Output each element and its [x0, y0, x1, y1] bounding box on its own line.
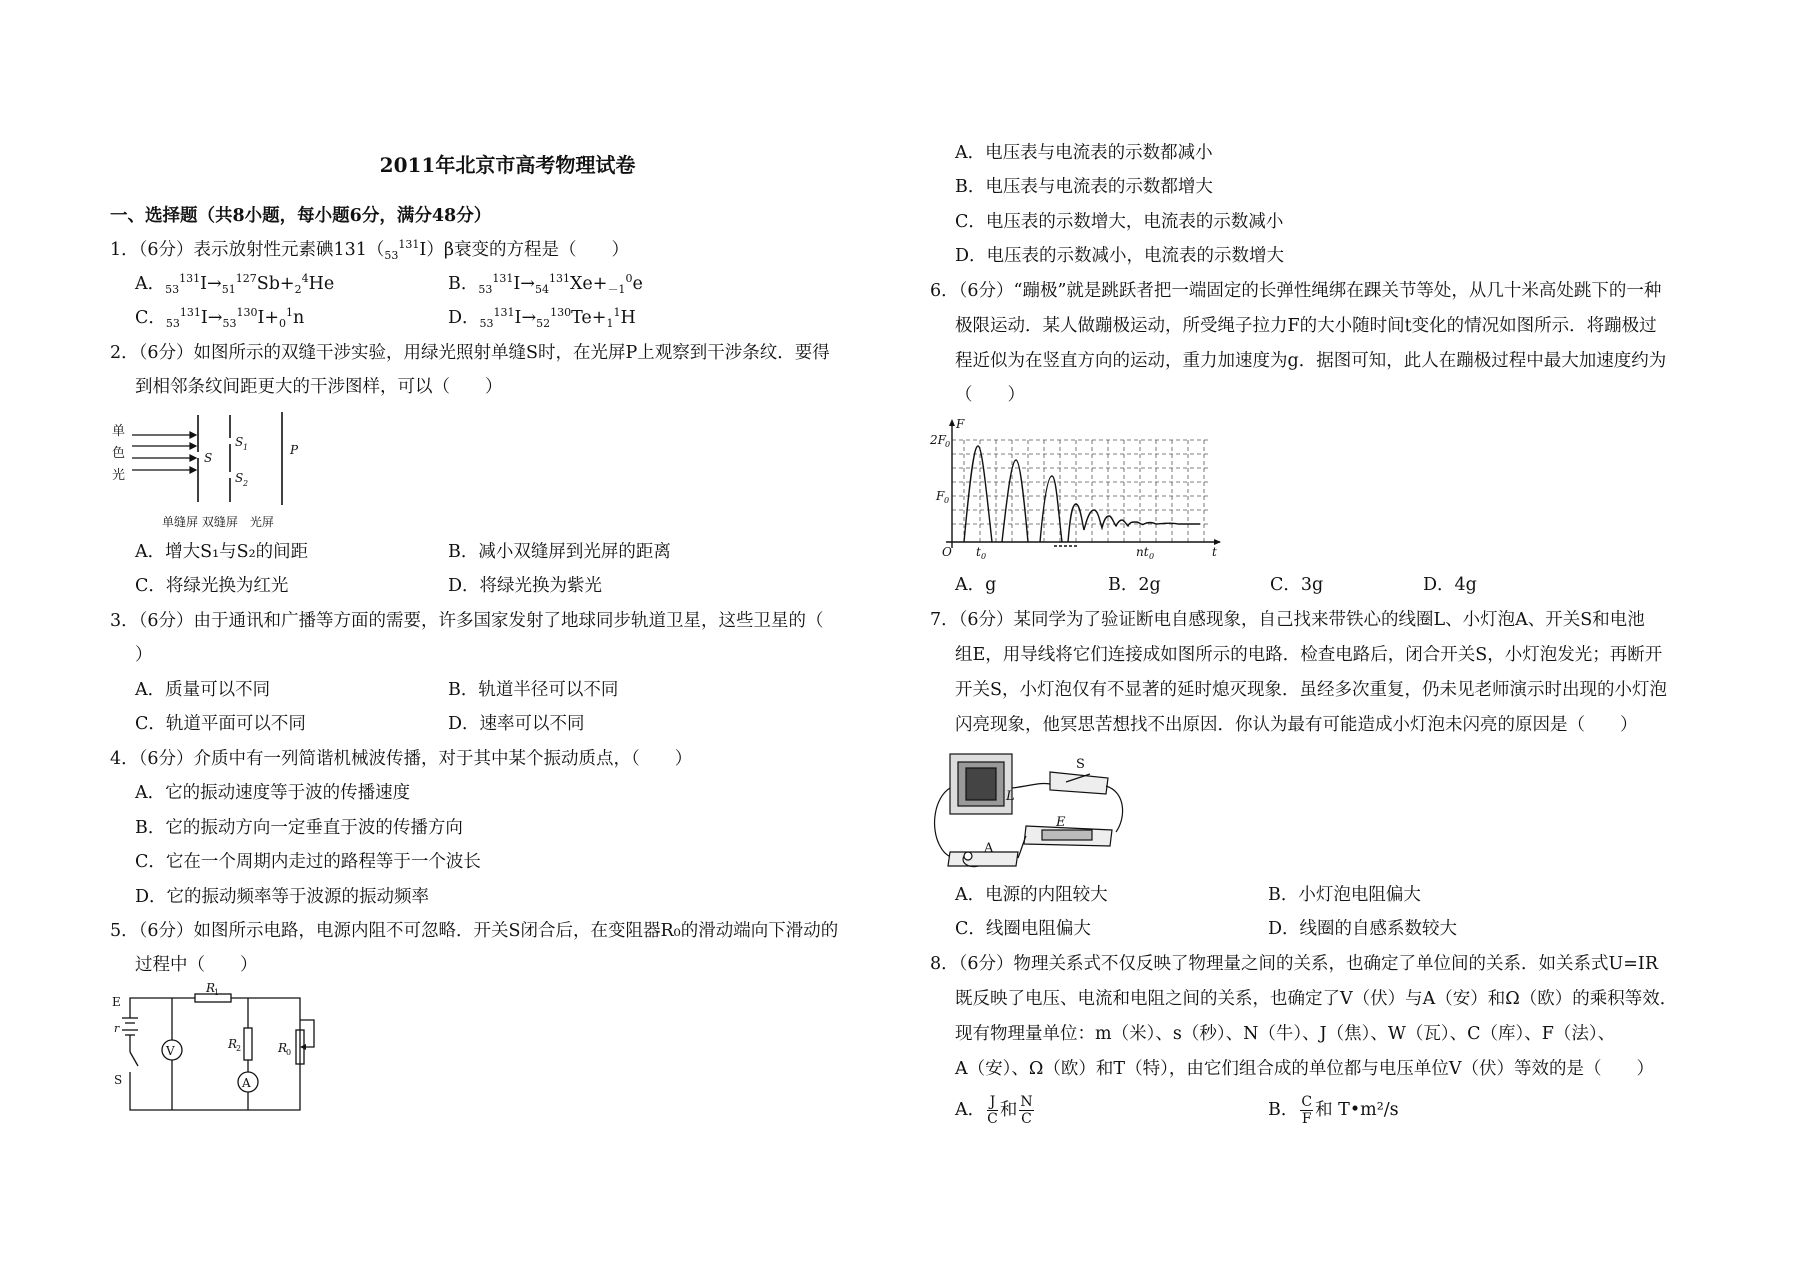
q5-fig-ammeter: A — [242, 1076, 251, 1090]
q4-option-d: D．它的振动频率等于波源的振动频率 — [135, 887, 430, 907]
q3-stem-line2: ） — [135, 645, 153, 665]
q6-option-d: D．4g — [1423, 575, 1477, 595]
q7-circuit-photo-figure — [930, 748, 1130, 873]
q8-stem-line3: 现有物理量单位：m（米）、s（秒）、N（牛）、J（焦）、W（瓦）、C（库）、F（法）、 — [955, 1024, 1616, 1044]
section-heading: 一、选择题（共8小题，每小题6分，满分48分） — [110, 206, 492, 226]
q7-fig-label-a: A — [984, 841, 994, 856]
q7-option-c: C．线圈电阻偏大 — [955, 919, 1091, 939]
q4-option-c: C．它在一个周期内走过的路程等于一个波长 — [135, 852, 481, 872]
q2-option-d: D．将绿光换为紫光 — [448, 576, 603, 596]
q5-fig-label-r2: R — [228, 1037, 238, 1051]
q2-stem-line2: 到相邻条纹间距更大的干涉图样，可以（ ） — [135, 377, 503, 397]
q6-fig-label-f0: F — [936, 489, 945, 503]
q7-stem-line1: 7．（6分）某同学为了验证断电自感现象，自己找来带铁心的线圈L、小灯泡A、开关S和电池 — [930, 610, 1645, 630]
q5-fig-label-r1: R — [206, 981, 216, 995]
q8-option-a: A． $\frac{J}{C}$ 和 $\frac{N}{C}$ — [955, 1094, 1033, 1127]
q4-option-b: B．它的振动方向一定垂直于波的传播方向 — [135, 818, 463, 838]
q1-stem: 1．（6分）表示放射性元素碘$131(_{53}^{131}I)\beta$衰变的方程是（ ） — [110, 238, 629, 262]
q2-fig-label-p: P — [290, 443, 299, 457]
q5-option-a: A．电压表与电流表的示数都减小 — [955, 143, 1213, 163]
q8-stem-line2: 既反映了电压、电流和电阻之间的关系，也确定了V（伏）与A（安）和Ω（欧）的乘积等效． — [955, 989, 1678, 1009]
q5-fig-label-r: r — [114, 1022, 120, 1035]
q8-stem-line1: 8．（6分）物理关系式不仅反映了物理量之间的关系，也确定了单位间的关系．如关系式U=IR — [930, 954, 1659, 974]
q5-option-d: D．电压表的示数减小，电流表的示数增大 — [955, 246, 1285, 266]
q6-option-c: C．3g — [1270, 575, 1324, 595]
q1-option-c: C．$_{53}^{131}I\to_{53}^{130}I+_0^1n$ — [135, 306, 305, 330]
q5-fig-voltmeter: V — [166, 1044, 175, 1058]
page-title: 2011年北京市高考物理试卷 — [379, 153, 636, 177]
q5-circuit-figure — [110, 981, 325, 1120]
q7-option-a: A．电源的内阻较大 — [955, 885, 1108, 905]
q8-option-b: B． $\frac{C}{F}$ 和 T•m²/s — [1268, 1094, 1399, 1127]
q2-fig-char-1: 单 — [112, 424, 126, 439]
q4-stem: 4．（6分）介质中有一列简谐机械波传播，对于其中某个振动质点，（ ） — [110, 749, 693, 769]
q5-fig-label-e: E — [112, 995, 121, 1009]
svg-text:0: 0 — [1149, 552, 1155, 561]
q6-stem-line1: 6．（6分）“蹦极”就是跳跃者把一端固定的长弹性绳绑在踝关节等处，从几十米高处跳下的一种 — [930, 281, 1662, 301]
q6-option-a: A．g — [955, 575, 997, 595]
q7-stem-line2: 组E，用导线将它们连接成如图所示的电路．检查电路后，闭合开关S，小灯泡发光；再断开 — [955, 645, 1663, 665]
q5-stem-line1: 5．（6分）如图所示电路，电源内阻不可忽略．开关S闭合后，在变阻器R₀的滑动端向下滑动的 — [110, 921, 839, 941]
q6-fig-origin: O — [942, 545, 952, 559]
svg-text:1: 1 — [214, 988, 220, 997]
q6-stem-line4: （ ） — [955, 385, 1025, 405]
q7-fig-label-e: E — [1056, 815, 1066, 830]
q7-stem-line3: 开关S，小灯泡仅有不显著的延时熄灭现象．虽经多次重复，仍未见老师演示时出现的小灯泡 — [955, 680, 1667, 700]
svg-text:2: 2 — [243, 479, 249, 488]
q3-option-d: D．速率可以不同 — [448, 714, 585, 734]
q3-option-c: C．轨道平面可以不同 — [135, 714, 306, 734]
q2-stem-line1: 2．（6分）如图所示的双缝干涉实验，用绿光照射单缝S时，在光屏P上观察到干涉条纹．要得 — [110, 343, 830, 363]
q3-stem-line1: 3．（6分）由于通讯和广播等方面的需要，许多国家发射了地球同步轨道卫星，这些卫星的（ — [110, 611, 824, 631]
q6-fig-axis-t: t — [1212, 545, 1217, 559]
svg-text:2: 2 — [236, 1044, 242, 1053]
q7-option-d: D．线圈的自感系数较大 — [1268, 919, 1458, 939]
q2-double-slit-figure — [110, 410, 310, 530]
q5-stem-line2: 过程中（ ） — [135, 955, 258, 975]
q6-fig-label-t0: t — [976, 545, 981, 559]
q7-fig-label-l: L — [1006, 789, 1015, 804]
q2-option-a: A．增大S₁与S₂的间距 — [135, 542, 309, 562]
q1-option-a: A．$_{53}^{131}I\to_{51}^{127}Sb+_2^4He$ — [135, 272, 335, 296]
q2-fig-label-s2: S — [235, 471, 244, 485]
svg-text:1: 1 — [243, 443, 249, 452]
q2-option-c: C．将绿光换为红光 — [135, 576, 289, 596]
q5-option-c: C．电压表的示数增大，电流表的示数减小 — [955, 212, 1284, 232]
q2-fig-char-2: 色 — [112, 446, 126, 461]
q2-option-b: B．减小双缝屏到光屏的距离 — [448, 542, 671, 562]
svg-text:0: 0 — [945, 440, 951, 449]
q1-option-b: B．$_{53}^{131}I\to_{54}^{131}Xe+_{-1}^0e$ — [448, 272, 643, 296]
q3-option-a: A．质量可以不同 — [135, 680, 271, 700]
q7-fig-label-s: S — [1076, 757, 1085, 772]
q2-fig-char-3: 光 — [112, 468, 126, 483]
svg-text:0: 0 — [286, 1048, 292, 1057]
q8-stem-line4: A（安）、Ω（欧）和T（特），由它们组合成的单位都与电压单位V（伏）等效的是（ ） — [955, 1059, 1654, 1079]
q2-fig-caption: 单缝屏 双缝屏 光屏 — [162, 515, 274, 529]
q6-fig-axis-f: F — [956, 417, 965, 431]
q6-fig-label-2f0: 2F — [930, 433, 946, 447]
svg-text:0: 0 — [944, 496, 950, 505]
q2-fig-label-s1: S — [235, 435, 244, 449]
q6-force-time-graph — [930, 417, 1230, 561]
q6-option-b: B．2g — [1108, 575, 1161, 595]
q4-option-a: A．它的振动速度等于波的传播速度 — [135, 783, 411, 803]
q6-stem-line2: 极限运动．某人做蹦极运动，所受绳子拉力F的大小随时间t变化的情况如图所示．将蹦极过 — [955, 316, 1657, 336]
q7-option-b: B．小灯泡电阻偏大 — [1268, 885, 1421, 905]
q6-fig-label-nt0: nt — [1136, 545, 1149, 559]
q2-fig-label-s: S — [204, 451, 213, 465]
q3-option-b: B．轨道半径可以不同 — [448, 680, 619, 700]
q5-option-b: B．电压表与电流表的示数都增大 — [955, 177, 1213, 197]
q1-option-d: D．$_{53}^{131}I\to_{52}^{130}Te+_1^1H$ — [448, 306, 636, 330]
q7-stem-line4: 闪亮现象，他冥思苦想找不出原因．你认为最有可能造成小灯泡未闪亮的原因是（ ） — [955, 715, 1638, 735]
q6-stem-line3: 程近似为在竖直方向的运动，重力加速度为g．据图可知，此人在蹦极过程中最大加速度约为 — [955, 351, 1667, 371]
q5-fig-label-s: S — [114, 1073, 123, 1087]
q5-fig-label-r0: R — [278, 1041, 288, 1055]
svg-text:0: 0 — [981, 552, 987, 561]
